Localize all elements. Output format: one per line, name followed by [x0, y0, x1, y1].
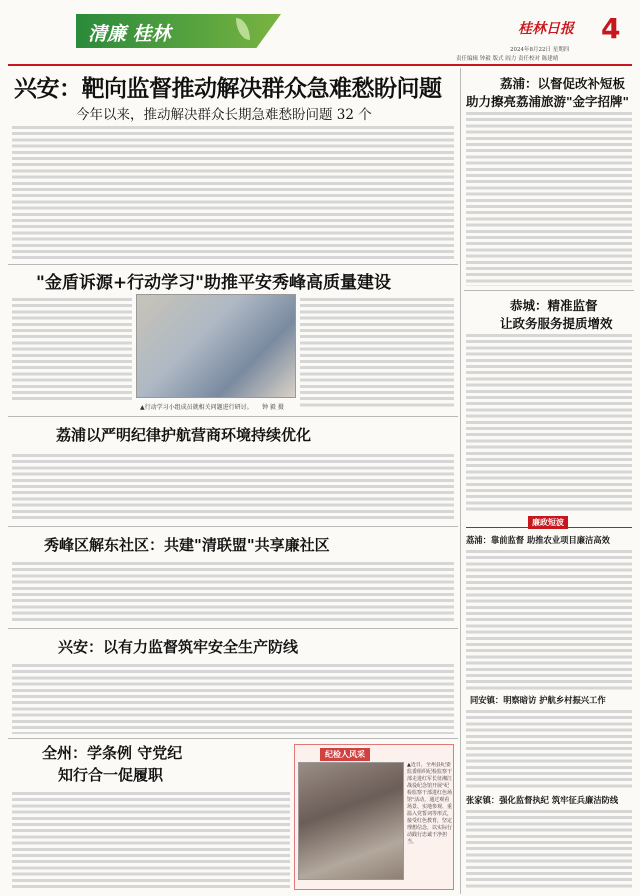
lead-subtitle: 今年以来，推动解决群众长期急难愁盼问题 32 个 — [76, 107, 372, 123]
right-subtitle-1: 助力擦亮荔浦旅游"金字招牌" — [466, 94, 630, 109]
body-5 — [12, 790, 290, 890]
right-brief-1-body — [466, 548, 632, 690]
photo-credit: 钟 毅 摄 — [262, 404, 284, 411]
lead-body — [12, 124, 454, 260]
body-2 — [12, 452, 454, 522]
column-divider — [460, 68, 461, 894]
lead-headline: 兴安：靶向监督推动解决群众急难愁盼问题 — [14, 75, 442, 102]
masthead — [0, 0, 640, 62]
right-brief-3-body — [466, 808, 632, 890]
body-1a — [12, 296, 132, 400]
feature-photo — [298, 762, 404, 880]
divider — [8, 416, 458, 417]
body-4 — [12, 662, 454, 734]
masthead-rule — [8, 64, 632, 66]
right-headline-2: 恭城：精准监督 — [510, 298, 598, 313]
right-brief-2: 同安镇：明察暗访 护航乡村振兴工作 — [470, 695, 606, 705]
divider — [8, 264, 458, 265]
headline-1: "金盾诉源+行动学习"助推平安秀峰高质量建设 — [36, 273, 391, 293]
body-3 — [12, 560, 454, 622]
feature-text: ▲近日，全州县纪委监委组织纪检监察干部走进红军长征湘江战役纪念馆开展"纪检监察干部进红色场馆"活动，通过观看场景、实地参观、重温入党誓词等形式，接受红色教育，坚定理想信念，以实际行动践行忠诚干净担当。 — [407, 762, 452, 845]
feature-tag: 纪检人风采 — [320, 748, 370, 761]
headline-5-sub: 知行合一促履职 — [58, 766, 164, 784]
photo-caption: ▲行动学习小组成员就相关问题进行研讨。 — [140, 404, 253, 411]
staff-line: 责任编辑 钟毅 版式 阎力 责任校对 陈建晴 — [456, 56, 559, 62]
right-subtitle-2: 让政务服务提质增效 — [500, 316, 613, 331]
divider — [8, 526, 458, 527]
headline-3: 秀峰区解东社区：共建"清联盟"共享廉社区 — [44, 536, 330, 554]
body-1b — [300, 296, 454, 408]
right-brief-3: 张家镇：强化监督执纪 筑牢征兵廉洁防线 — [466, 795, 619, 805]
divider — [8, 738, 458, 739]
issue-date: 2024年8月22日 星期四 — [510, 47, 570, 53]
column-tag: 廉政短波 — [528, 516, 568, 529]
page-number: 4 — [601, 12, 621, 45]
headline-4: 兴安：以有力监督筑牢安全生产防线 — [58, 638, 299, 656]
divider — [8, 628, 458, 629]
right-body-2 — [466, 332, 632, 512]
right-headline-1: 荔浦：以督促改补短板 — [500, 76, 626, 91]
body-1c — [12, 412, 296, 414]
headline-2: 荔浦以严明纪律护航营商环境持续优化 — [56, 426, 312, 444]
headline-5: 全州：学条例 守党纪 — [42, 744, 183, 762]
right-brief-1: 荔浦：靠前监督 助推农业项目廉洁高效 — [466, 535, 610, 545]
news-photo — [136, 294, 296, 398]
right-body-1 — [466, 110, 632, 286]
divider — [464, 290, 634, 291]
section-title: 清廉 桂林 — [88, 23, 171, 45]
right-brief-2-body — [466, 708, 632, 790]
paper-logo: 桂林日报 — [518, 21, 574, 37]
